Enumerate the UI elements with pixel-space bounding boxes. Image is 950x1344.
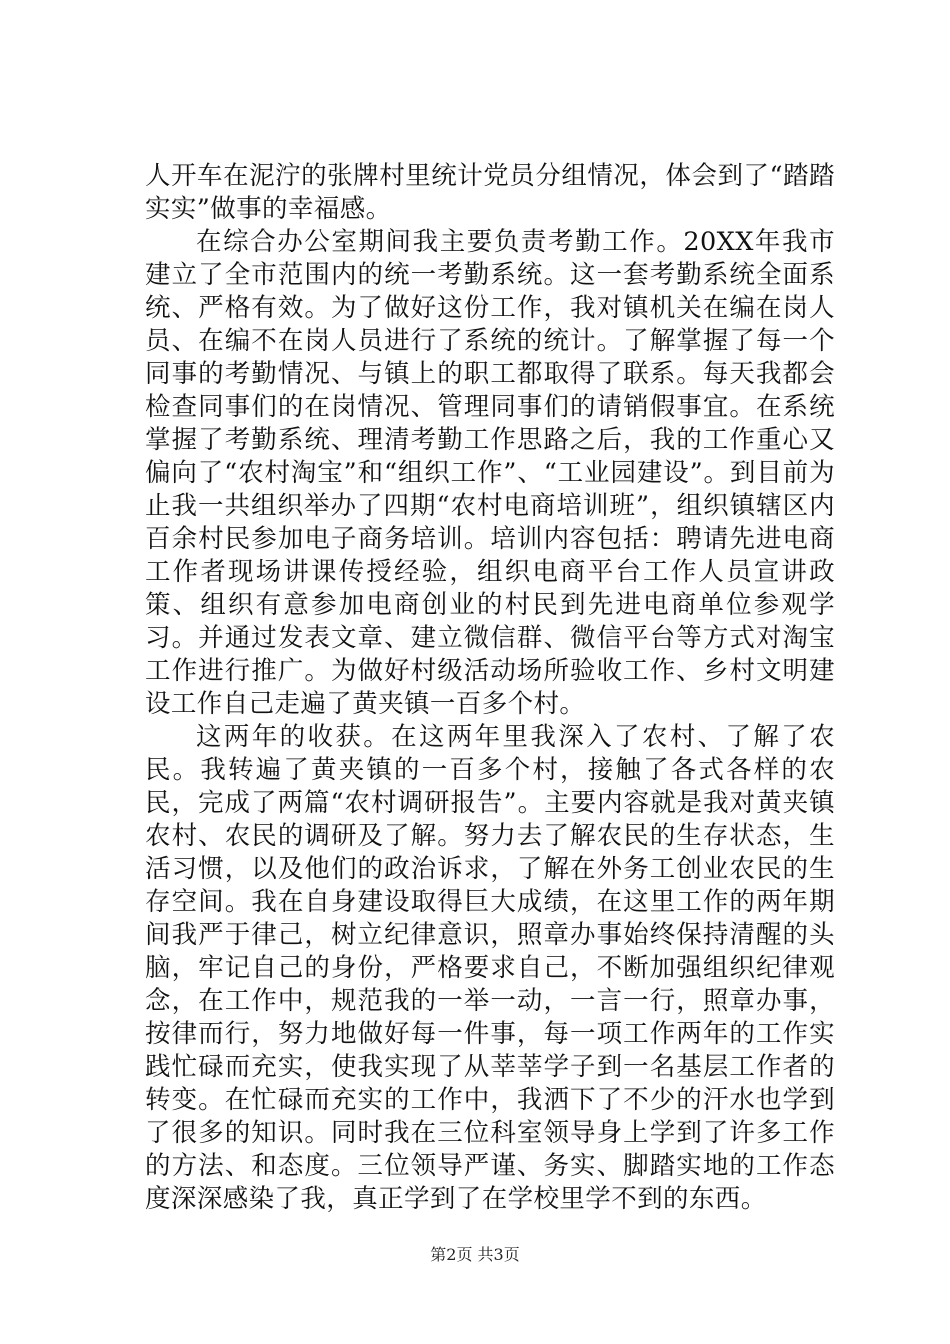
page-number-footer: 第2页 共3页 <box>430 1245 520 1264</box>
paragraph-continuation: 人开车在泥泞的张牌村里统计党员分组情况，体会到了“踏踏实实”做事的幸福感。 <box>145 161 835 224</box>
document-body <box>145 160 835 1216</box>
paragraph-attendance-work: 在综合办公室期间我主要负责考勤工作。20XX年我市建立了全市范围内的统一考勤系统。这一套考勤系统全面系统、严格有效。为了做好这份工作，我对镇机关在编在岗人员、在编不在岗人员进行了系统的统计。了解掌握了每一个同事的考勤情况、与镇上的职工都取得了联系。每天我都会检查同事们的在岗情况、管理同事们的请销假事宜。在系统掌握了考勤系统、理清考勤工作思路之后，我的工作重心又偏向了“农村淘宝”和“组织工作”、“工业园建设”。到目前为止我一共组织举办了四期“农村电商培训班”，组织镇辖区内百余村民参加电子商务培训。培训内容包括：聘请先进电商工作者现场讲课传授经验，组织电商平台工作人员宣讲政策、组织有意参加电商创业的村民到先进电商单位参观学习。并通过发表文章、建立微信群、微信平台等方式对淘宝工作进行推广。为做好村级活动场所验收工作、乡村文明建设工作自己走遍了黄夹镇一百多个村。 <box>145 227 835 719</box>
paragraph-two-year-gains: 这两年的收获。在这两年里我深入了农村、了解了农民。我转遍了黄夹镇的一百多个村，接触了各式各样的农民，完成了两篇“农村调研报告”。主要内容就是我对黄夹镇农村、农民的调研及了解。努力去了解农民的生存状态，生活习惯，以及他们的政治诉求，了解在外务工创业农民的生存空间。我在自身建设取得巨大成绩，在这里工作的两年期间我严于律己，树立纪律意识，照章办事始终保持清醒的头脑，牢记自己的身份，严格要求自己，不断加强组织纪律观念，在工作中，规范我的一举一动，一言一行，照章办事，按律而行，努力地做好每一件事，每一项工作两年的工作实践忙碌而充实，使我实现了从莘莘学子到一名基层工作者的转变。在忙碌而充实的工作中，我洒下了不少的汗水也学到了很多的知识。同时我在三位科室领导身上学到了许多工作的方法、和态度。三位领导严谨、务实、脚踏实地的工作态度深深感染了我，真正学到了在学校里学不到的东西。 <box>145 722 835 1214</box>
